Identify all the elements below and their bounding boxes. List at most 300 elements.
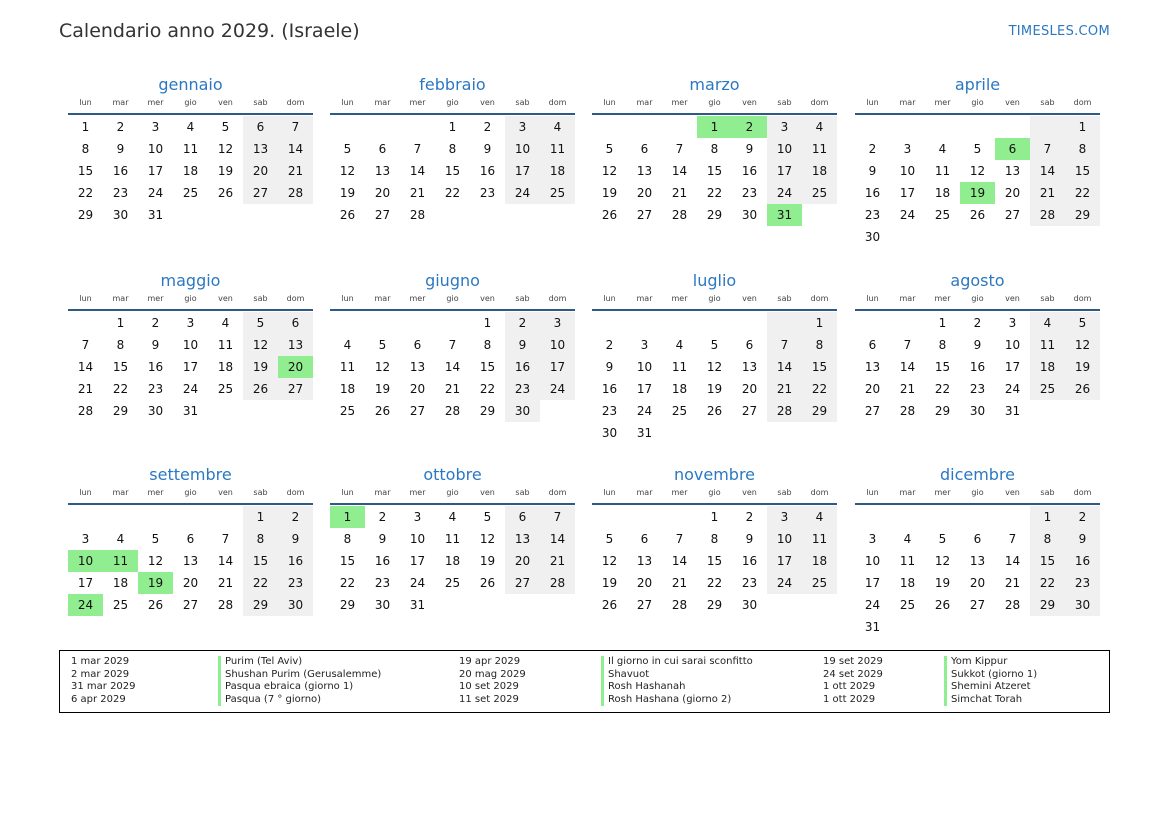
day-cell: 19 xyxy=(934,576,951,590)
weekday-label: gio xyxy=(184,488,197,497)
day-cell: 18 xyxy=(339,382,356,396)
weekday-label: lun xyxy=(79,98,92,107)
day-cell: 29 xyxy=(243,594,278,616)
day-cell: 5 xyxy=(1065,312,1100,334)
empty-cell xyxy=(802,422,837,444)
weekday-label: gio xyxy=(971,98,984,107)
day-cell: 1 xyxy=(710,510,719,524)
day-cell: 26 xyxy=(374,404,391,418)
day-cell: 28 xyxy=(671,598,688,612)
day-grid xyxy=(855,506,1100,638)
empty-cell xyxy=(400,116,435,138)
day-cell: 26 xyxy=(969,208,986,222)
day-cell: 21 xyxy=(540,550,575,572)
day-cell: 28 xyxy=(671,208,688,222)
day-cell: 9 xyxy=(745,142,754,156)
legend-date: 19 set 2029 xyxy=(823,656,883,667)
day-cell: 19 xyxy=(374,382,391,396)
weekday-label: lun xyxy=(603,488,616,497)
day-cell: 23 xyxy=(505,378,540,400)
empty-cell xyxy=(995,116,1030,138)
empty-cell xyxy=(890,226,925,248)
day-grid xyxy=(592,506,837,616)
legend-holiday-name: Shavuot xyxy=(601,669,753,682)
month-aprile xyxy=(855,74,1100,248)
weekday-label: mer xyxy=(934,294,951,303)
legend-holiday-name: Purim (Tel Aviv) xyxy=(218,656,381,669)
day-cell: 4 xyxy=(540,116,575,138)
day-cell: 2 xyxy=(868,142,877,156)
day-cell: 23 xyxy=(741,186,758,200)
month-name: febbraio xyxy=(419,75,486,94)
empty-cell xyxy=(540,400,575,422)
weekday-header xyxy=(855,292,1100,311)
day-cell: 15 xyxy=(1065,160,1100,182)
day-cell: 11 xyxy=(103,550,138,572)
day-cell: 28 xyxy=(1004,598,1021,612)
day-cell: 28 xyxy=(444,404,461,418)
day-cell: 24 xyxy=(68,594,103,616)
day-grid xyxy=(330,506,575,616)
weekday-header xyxy=(68,292,313,311)
day-cell: 8 xyxy=(802,334,837,356)
day-cell: 6 xyxy=(640,532,649,546)
day-cell: 20 xyxy=(505,550,540,572)
empty-cell xyxy=(68,506,103,528)
day-cell: 6 xyxy=(745,338,754,352)
weekday-label: sab xyxy=(777,294,792,303)
weekday-header xyxy=(330,486,575,505)
day-cell: 20 xyxy=(374,186,391,200)
day-cell: 31 xyxy=(147,208,164,222)
day-cell: 17 xyxy=(77,576,94,590)
weekday-label: ven xyxy=(218,488,233,497)
day-cell: 17 xyxy=(767,160,802,182)
legend-date: 24 set 2029 xyxy=(823,668,883,680)
day-cell: 18 xyxy=(802,550,837,572)
weekday-label: lun xyxy=(79,488,92,497)
weekday-header xyxy=(68,486,313,505)
weekday-label: lun xyxy=(603,98,616,107)
day-cell: 16 xyxy=(601,382,618,396)
day-cell: 14 xyxy=(278,138,313,160)
day-cell: 14 xyxy=(671,164,688,178)
weekday-label: dom xyxy=(548,488,567,497)
day-cell: 3 xyxy=(868,532,877,546)
empty-cell xyxy=(208,204,243,226)
day-cell: 18 xyxy=(671,382,688,396)
day-cell: 10 xyxy=(182,338,199,352)
day-cell: 11 xyxy=(339,360,356,374)
day-cell: 11 xyxy=(217,338,234,352)
weekday-label: mer xyxy=(671,488,688,497)
day-cell: 4 xyxy=(221,316,230,330)
day-cell: 31 xyxy=(182,404,199,418)
day-cell: 13 xyxy=(636,554,653,568)
day-cell: 20 xyxy=(636,186,653,200)
day-cell: 31 xyxy=(864,620,881,634)
day-cell: 14 xyxy=(1030,160,1065,182)
day-cell: 29 xyxy=(706,208,723,222)
empty-cell xyxy=(925,506,960,528)
weekday-label: dom xyxy=(1073,98,1092,107)
weekday-label: gio xyxy=(184,98,197,107)
day-cell: 12 xyxy=(601,554,618,568)
legend-names-2 xyxy=(601,656,753,706)
day-cell: 10 xyxy=(636,360,653,374)
day-cell: 12 xyxy=(969,164,986,178)
weekday-header xyxy=(592,96,837,115)
weekday-label: ven xyxy=(1005,294,1020,303)
day-cell: 20 xyxy=(864,382,881,396)
day-cell: 19 xyxy=(243,356,278,378)
day-cell: 23 xyxy=(969,382,986,396)
day-cell: 16 xyxy=(741,554,758,568)
day-cell: 29 xyxy=(479,404,496,418)
day-cell: 14 xyxy=(1004,554,1021,568)
day-cell: 15 xyxy=(479,360,496,374)
day-cell: 2 xyxy=(605,338,614,352)
day-cell: 17 xyxy=(540,356,575,378)
weekday-label: dom xyxy=(286,294,305,303)
legend-holiday-name: Il giorno in cui sarai sconfitto xyxy=(601,656,753,669)
day-cell: 31 xyxy=(409,598,426,612)
day-cell: 1 xyxy=(81,120,90,134)
day-cell: 2 xyxy=(483,120,492,134)
day-cell: 21 xyxy=(278,160,313,182)
day-cell: 18 xyxy=(1030,356,1065,378)
weekday-label: dom xyxy=(810,488,829,497)
day-cell: 17 xyxy=(864,576,881,590)
day-cell: 20 xyxy=(741,382,758,396)
weekday-label: gio xyxy=(446,294,459,303)
day-cell: 7 xyxy=(81,338,90,352)
day-cell: 27 xyxy=(374,208,391,222)
month-settembre xyxy=(68,464,313,616)
weekday-label: mer xyxy=(147,488,164,497)
day-cell: 21 xyxy=(767,378,802,400)
day-cell: 23 xyxy=(601,404,618,418)
weekday-label: sab xyxy=(1040,488,1055,497)
empty-cell xyxy=(960,226,995,248)
day-cell: 10 xyxy=(68,550,103,572)
day-cell: 19 xyxy=(217,164,234,178)
weekday-label: gio xyxy=(184,294,197,303)
month-name: maggio xyxy=(160,271,221,290)
day-cell: 1 xyxy=(330,506,365,528)
month-name: agosto xyxy=(950,271,1005,290)
weekday-label: lun xyxy=(341,488,354,497)
weekday-label: gio xyxy=(708,488,721,497)
day-cell: 1 xyxy=(483,316,492,330)
day-cell: 19 xyxy=(706,382,723,396)
day-grid xyxy=(68,116,313,226)
day-cell: 6 xyxy=(378,142,387,156)
empty-cell xyxy=(627,312,662,334)
day-cell: 15 xyxy=(77,164,94,178)
empty-cell xyxy=(697,312,732,334)
weekday-label: ven xyxy=(742,98,757,107)
day-cell: 26 xyxy=(1065,378,1100,400)
month-maggio xyxy=(68,270,313,422)
month-agosto xyxy=(855,270,1100,422)
day-cell: 25 xyxy=(1030,378,1065,400)
empty-cell xyxy=(365,116,400,138)
legend-holiday-name: Pasqua ebraica (giorno 1) xyxy=(218,681,381,694)
weekday-header xyxy=(592,292,837,311)
weekday-label: mar xyxy=(112,98,129,107)
legend-holiday-name: Rosh Hashanah xyxy=(601,681,753,694)
day-cell: 15 xyxy=(339,554,356,568)
weekday-label: gio xyxy=(446,98,459,107)
day-cell: 5 xyxy=(710,338,719,352)
day-cell: 10 xyxy=(540,334,575,356)
day-cell: 6 xyxy=(186,532,195,546)
month-name: dicembre xyxy=(939,465,1016,484)
day-cell: 16 xyxy=(147,360,164,374)
weekday-header xyxy=(855,96,1100,115)
day-cell: 6 xyxy=(868,338,877,352)
day-cell: 15 xyxy=(444,164,461,178)
day-cell: 26 xyxy=(147,598,164,612)
empty-cell xyxy=(697,422,732,444)
brand-link[interactable]: TIMESLES.COM xyxy=(1008,24,1110,39)
day-cell: 22 xyxy=(112,382,129,396)
month-name: giugno xyxy=(425,271,480,290)
weekday-label: mar xyxy=(899,98,916,107)
day-cell: 4 xyxy=(448,510,457,524)
day-cell: 8 xyxy=(710,142,719,156)
day-cell: 17 xyxy=(899,186,916,200)
empty-cell xyxy=(505,594,540,616)
month-name: marzo xyxy=(689,75,740,94)
weekday-label: mer xyxy=(671,294,688,303)
day-cell: 20 xyxy=(409,382,426,396)
day-cell: 13 xyxy=(636,164,653,178)
day-cell: 5 xyxy=(243,312,278,334)
day-cell: 13 xyxy=(374,164,391,178)
day-cell: 1 xyxy=(243,506,278,528)
month-gennaio xyxy=(68,74,313,226)
weekday-label: ven xyxy=(480,488,495,497)
day-cell: 3 xyxy=(186,316,195,330)
day-grid xyxy=(592,116,837,226)
weekday-label: mer xyxy=(409,488,426,497)
month-ottobre xyxy=(330,464,575,616)
day-cell: 21 xyxy=(77,382,94,396)
day-cell: 13 xyxy=(278,334,313,356)
legend-date: 2 mar 2029 xyxy=(71,668,130,680)
weekday-label: mar xyxy=(374,98,391,107)
day-cell: 11 xyxy=(802,528,837,550)
day-cell: 21 xyxy=(671,576,688,590)
empty-cell xyxy=(173,506,208,528)
weekday-label: mer xyxy=(409,294,426,303)
day-cell: 4 xyxy=(116,532,125,546)
day-grid xyxy=(330,116,575,226)
day-cell: 7 xyxy=(448,338,457,352)
day-grid xyxy=(68,312,313,422)
weekday-label: mar xyxy=(374,294,391,303)
day-cell: 28 xyxy=(540,572,575,594)
legend-dates-2 xyxy=(459,656,526,706)
month-giugno xyxy=(330,270,575,422)
day-cell: 23 xyxy=(479,186,496,200)
day-cell: 7 xyxy=(278,116,313,138)
day-cell: 21 xyxy=(217,576,234,590)
day-cell: 25 xyxy=(899,598,916,612)
day-cell: 24 xyxy=(864,598,881,612)
day-cell: 12 xyxy=(147,554,164,568)
weekday-label: mar xyxy=(374,488,391,497)
day-cell: 22 xyxy=(77,186,94,200)
day-cell: 16 xyxy=(1065,550,1100,572)
day-cell: 5 xyxy=(605,532,614,546)
day-cell: 6 xyxy=(640,142,649,156)
day-cell: 12 xyxy=(601,164,618,178)
day-cell: 14 xyxy=(77,360,94,374)
empty-cell xyxy=(855,116,890,138)
weekday-label: ven xyxy=(218,98,233,107)
weekday-label: gio xyxy=(708,294,721,303)
day-cell: 28 xyxy=(767,400,802,422)
weekday-label: dom xyxy=(286,488,305,497)
day-cell: 30 xyxy=(741,208,758,222)
month-name: aprile xyxy=(954,75,1001,94)
day-cell: 30 xyxy=(505,400,540,422)
empty-cell xyxy=(103,506,138,528)
day-cell: 22 xyxy=(706,576,723,590)
day-cell: 17 xyxy=(505,160,540,182)
day-cell: 8 xyxy=(938,338,947,352)
day-cell: 31 xyxy=(1004,404,1021,418)
day-cell: 22 xyxy=(706,186,723,200)
day-cell: 3 xyxy=(767,506,802,528)
empty-cell xyxy=(960,506,995,528)
empty-cell xyxy=(330,312,365,334)
day-cell: 7 xyxy=(675,532,684,546)
empty-cell xyxy=(435,594,470,616)
empty-cell xyxy=(208,400,243,422)
day-cell: 7 xyxy=(221,532,230,546)
day-cell: 6 xyxy=(413,338,422,352)
day-cell: 10 xyxy=(409,532,426,546)
day-cell: 13 xyxy=(864,360,881,374)
day-cell: 3 xyxy=(151,120,160,134)
day-cell: 25 xyxy=(934,208,951,222)
legend-holiday-name: Sukkot (giorno 1) xyxy=(944,669,1037,682)
empty-cell xyxy=(767,594,802,616)
day-cell: 9 xyxy=(151,338,160,352)
day-cell: 27 xyxy=(278,378,313,400)
day-cell: 1 xyxy=(448,120,457,134)
day-cell: 14 xyxy=(540,528,575,550)
day-cell: 28 xyxy=(77,404,94,418)
empty-cell xyxy=(925,226,960,248)
day-cell: 14 xyxy=(217,554,234,568)
day-cell: 28 xyxy=(899,404,916,418)
day-cell: 27 xyxy=(409,404,426,418)
day-cell: 12 xyxy=(243,334,278,356)
day-cell: 16 xyxy=(374,554,391,568)
empty-cell xyxy=(1065,616,1100,638)
legend-dates-3 xyxy=(823,656,883,706)
day-cell: 9 xyxy=(973,338,982,352)
day-cell: 22 xyxy=(802,378,837,400)
day-cell: 21 xyxy=(899,382,916,396)
empty-cell xyxy=(1030,116,1065,138)
day-cell: 9 xyxy=(605,360,614,374)
day-cell: 18 xyxy=(802,160,837,182)
day-cell: 26 xyxy=(601,208,618,222)
day-cell: 29 xyxy=(339,598,356,612)
day-cell: 7 xyxy=(1008,532,1017,546)
day-cell: 19 xyxy=(339,186,356,200)
day-cell: 25 xyxy=(802,572,837,594)
weekday-label: sab xyxy=(253,294,268,303)
day-cell: 10 xyxy=(767,528,802,550)
empty-cell xyxy=(890,506,925,528)
empty-cell xyxy=(890,312,925,334)
day-cell: 23 xyxy=(147,382,164,396)
empty-cell xyxy=(890,116,925,138)
day-cell: 31 xyxy=(636,426,653,440)
day-cell: 26 xyxy=(339,208,356,222)
day-cell: 21 xyxy=(1030,182,1065,204)
day-grid xyxy=(330,312,575,422)
weekday-label: sab xyxy=(253,98,268,107)
weekday-label: lun xyxy=(866,98,879,107)
weekday-label: sab xyxy=(777,98,792,107)
day-cell: 24 xyxy=(182,382,199,396)
day-cell: 24 xyxy=(899,208,916,222)
day-cell: 3 xyxy=(413,510,422,524)
empty-cell xyxy=(592,312,627,334)
weekday-label: gio xyxy=(446,488,459,497)
empty-cell xyxy=(365,312,400,334)
day-cell: 26 xyxy=(479,576,496,590)
day-cell: 2 xyxy=(745,510,754,524)
day-cell: 12 xyxy=(706,360,723,374)
holiday-legend xyxy=(59,650,1110,713)
day-cell: 6 xyxy=(243,116,278,138)
day-cell: 23 xyxy=(278,572,313,594)
empty-cell xyxy=(960,116,995,138)
weekday-label: mer xyxy=(147,294,164,303)
day-cell: 27 xyxy=(1004,208,1021,222)
day-cell: 16 xyxy=(479,164,496,178)
day-cell: 17 xyxy=(147,164,164,178)
day-cell: 20 xyxy=(243,160,278,182)
weekday-label: mar xyxy=(636,488,653,497)
empty-cell xyxy=(505,204,540,226)
month-luglio xyxy=(592,270,837,444)
empty-cell xyxy=(802,204,837,226)
day-cell: 11 xyxy=(540,138,575,160)
day-cell: 20 xyxy=(182,576,199,590)
empty-cell xyxy=(662,116,697,138)
weekday-label: ven xyxy=(218,294,233,303)
day-cell: 19 xyxy=(1065,356,1100,378)
day-cell: 24 xyxy=(636,404,653,418)
day-cell: 28 xyxy=(217,598,234,612)
day-cell: 1 xyxy=(1030,506,1065,528)
day-cell: 18 xyxy=(112,576,129,590)
empty-cell xyxy=(627,506,662,528)
day-cell: 8 xyxy=(1030,528,1065,550)
weekday-label: dom xyxy=(1073,294,1092,303)
day-cell: 8 xyxy=(483,338,492,352)
